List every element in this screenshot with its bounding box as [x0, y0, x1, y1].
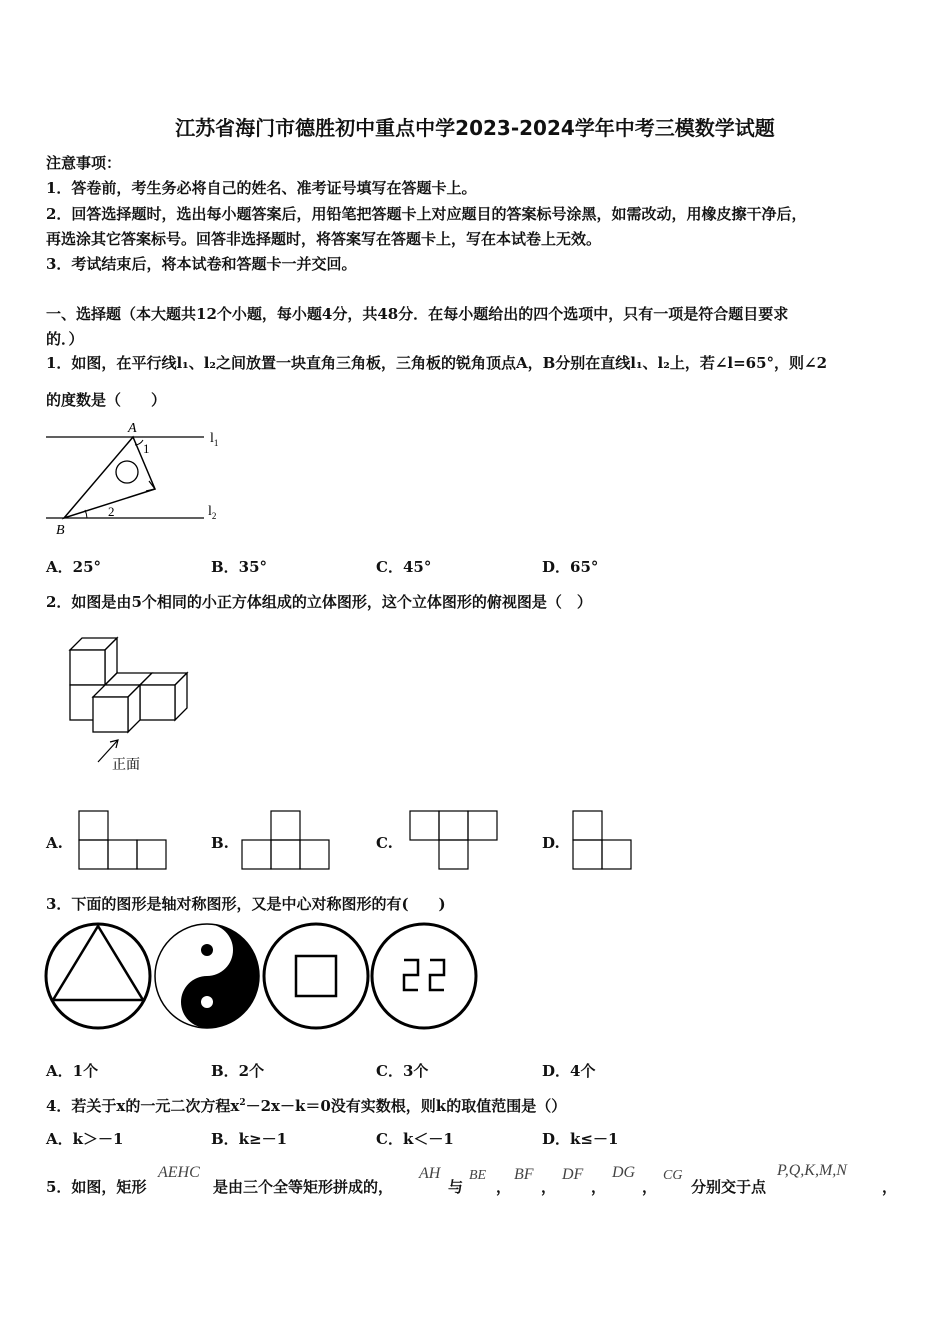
q3-option-c[interactable]: C．3个	[376, 1062, 429, 1080]
q5-sep: ，	[496, 1178, 512, 1196]
q1-figure	[40, 418, 220, 538]
q5-sep: ，	[591, 1178, 607, 1196]
q3-circle-triangle-figure	[44, 922, 154, 1032]
q2-option-c[interactable]: C.	[376, 834, 393, 852]
q1-option-d[interactable]: D．65°	[542, 558, 599, 576]
q5-math: BE	[469, 1168, 487, 1183]
q1-option-b[interactable]: B．35°	[211, 558, 268, 576]
q5-math: DG	[612, 1164, 636, 1181]
q4-option-a[interactable]: A．k＞－1	[46, 1130, 124, 1148]
line-l2-label: $l_2$	[208, 504, 217, 521]
q5-sep: ，	[541, 1178, 557, 1196]
section-heading-cont: 的．）	[46, 330, 84, 348]
angle-1-label: 1	[143, 441, 150, 456]
q2-cube-figure	[62, 630, 222, 780]
q2-option-d-figure	[572, 810, 634, 872]
q3-yin-yang-figure	[153, 922, 263, 1032]
q5-math: AEHC	[158, 1164, 200, 1181]
q5-sep: ，	[642, 1178, 658, 1196]
q5-stem-part: 是由三个全等矩形拼成的，	[213, 1178, 394, 1196]
notice-item: 2．回答选择题时，选出每小题答案后，用铅笔把答题卡上对应题目的答案标号涂黑，如需改动，用橡皮擦干净后，	[46, 205, 807, 223]
q4-option-b[interactable]: B．k≥－1	[211, 1130, 288, 1148]
q1-stem: 1．如图，在平行线l₁、l₂之间放置一块直角三角板，三角板的锐角顶点A，B分别在直线l₁、l₂上，若∠l=65°，则∠2	[46, 354, 828, 372]
page-title: 江苏省海门市德胜初中重点中学2023-2024学年中考三模数学试题	[175, 116, 775, 140]
q5-stem-part: 与	[448, 1178, 464, 1196]
q2-stem: 2．如图是由5个相同的小正方体组成的立体图形，这个立体图形的俯视图是（ ）	[46, 593, 592, 611]
q5-math: P,Q,K,M,N	[777, 1162, 847, 1179]
section-heading: 一、选择题（本大题共12个小题，每小题4分，共48分．在每小题给出的四个选项中，只有一项是符合题目要求	[46, 305, 789, 323]
angle-2-label: 2	[108, 504, 115, 519]
q4-stem: 4．若关于x的一元二次方程$x^2-2x-k=0$没有实数根，则k的取值范围是（）	[46, 1097, 567, 1115]
q1-option-c[interactable]: C．45°	[376, 558, 432, 576]
q2-option-a-figure	[78, 810, 168, 872]
q2-option-c-figure	[409, 810, 499, 872]
q3-stem: 3．下面的图形是轴对称图形，又是中心对称图形的有( )	[46, 895, 446, 913]
q3-option-d[interactable]: D．4个	[542, 1062, 596, 1080]
q4-option-d[interactable]: D．k≤－1	[542, 1130, 619, 1148]
q5-math: BF	[514, 1166, 534, 1183]
q3-circle-pattern-figure	[370, 922, 480, 1032]
notice-item: 1．答卷前，考生务必将自己的姓名、准考证号填写在答题卡上。	[46, 179, 477, 197]
q2-option-a[interactable]: A.	[46, 834, 63, 852]
line-l1-label: $l_1$	[210, 431, 219, 448]
q5-stem-part: 5．如图，矩形	[46, 1178, 147, 1196]
q1-stem-cont: 的度数是（ ）	[46, 391, 167, 409]
notice-item: 再选涂其它答案标号。回答非选择题时，将答案写在答题卡上，写在本试卷上无效。	[46, 230, 602, 248]
q5-stem-part: ，	[882, 1178, 898, 1196]
q1-option-a[interactable]: A．25°	[46, 558, 102, 576]
q2-option-b[interactable]: B.	[211, 834, 229, 852]
label-B: B	[56, 523, 65, 538]
q5-math: AH	[419, 1165, 441, 1182]
notice-item: 3．考试结束后，将本试卷和答题卡一并交回。	[46, 255, 357, 273]
q2-option-d[interactable]: D.	[542, 834, 560, 852]
q3-option-b[interactable]: B．2个	[211, 1062, 265, 1080]
q2-option-b-figure	[241, 810, 331, 872]
front-label: 正面	[112, 757, 140, 773]
q4-option-c[interactable]: C．k＜－1	[376, 1130, 454, 1148]
q5-math: DF	[562, 1166, 584, 1183]
notice-heading: 注意事项：	[46, 154, 122, 172]
label-A: A	[128, 421, 137, 436]
q5-stem-part: 分别交于点	[691, 1178, 767, 1196]
q3-circle-square-figure	[262, 922, 372, 1032]
q3-option-a[interactable]: A．1个	[46, 1062, 99, 1080]
q5-math: CG	[663, 1168, 683, 1183]
